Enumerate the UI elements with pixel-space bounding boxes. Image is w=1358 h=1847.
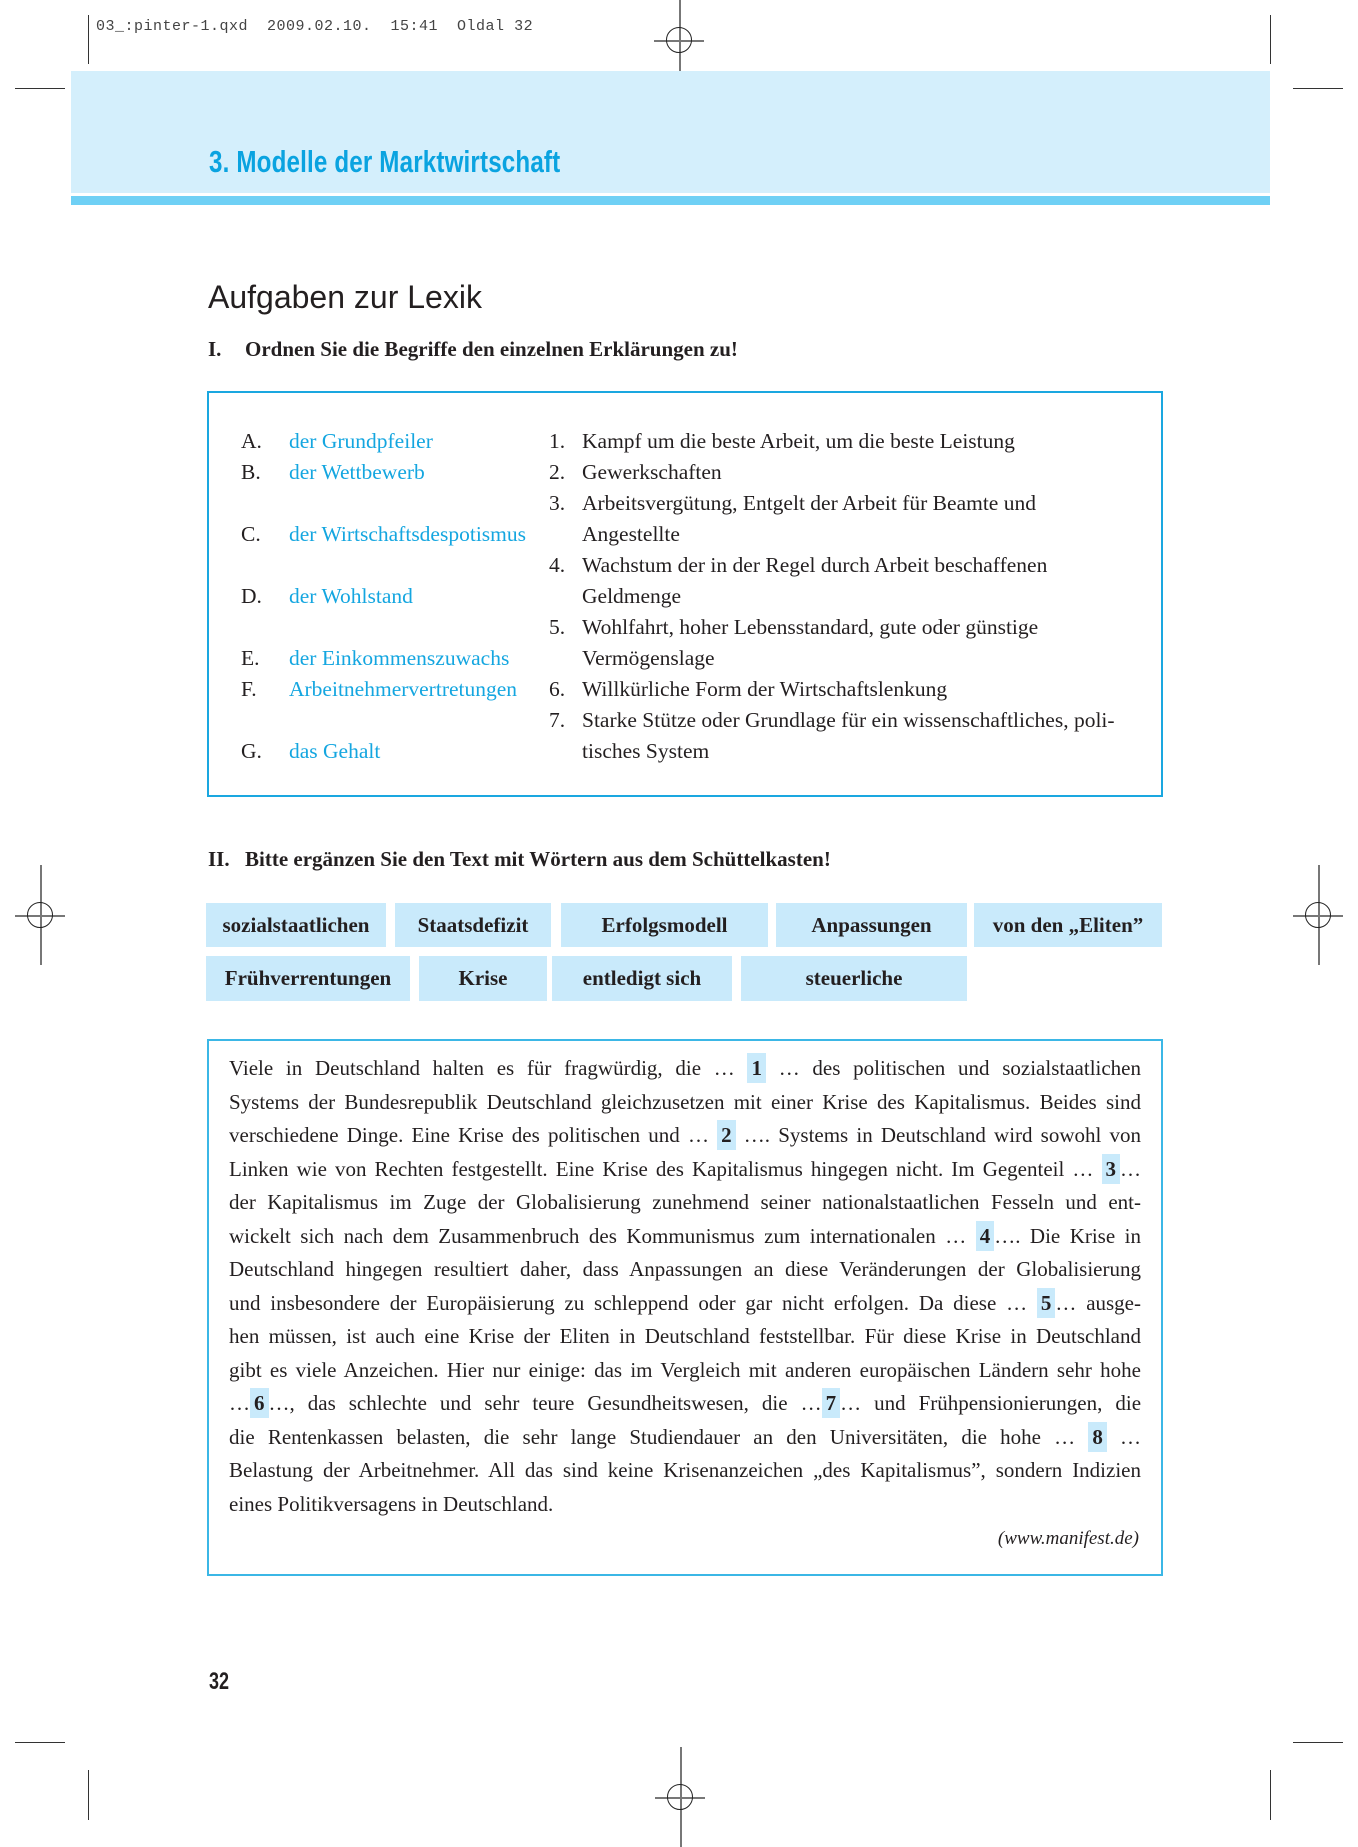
crop-mark-left-bottom [15,1742,65,1743]
text-line: eines Politikversagens in Deutschland. [229,1491,554,1516]
definition-number: 1. [549,429,566,453]
term-list [241,426,526,767]
blank-2[interactable]: 2 [717,1120,736,1150]
chapter-title: 3. Modelle der Marktwirtschaft [209,144,561,179]
definition-item [549,612,1115,674]
word-bank-chip: steuerliche [741,956,967,1001]
definition-item [549,550,1115,612]
text-line: hen müssen, ist auch eine Krise der Eliten in Deutschland feststellbar. Für diese Krise in Deutschland [229,1324,1141,1348]
term-word: der Wirtschaftsdespotismus [289,522,526,546]
term-letter: D. [241,584,262,608]
blank-6[interactable]: 6 [250,1388,269,1418]
term-item [241,643,526,674]
text-line: … 6 …, das schlechte und sehr teure Gesundheitswesen, die … 7 … und Frühpensionierungen, die [229,1387,1141,1421]
crop-mark-top-left [88,15,89,64]
source-citation: (www.manifest.de) [997,1528,1139,1549]
definition-item [549,705,1115,767]
term-word: Arbeitnehmervertretungen [289,677,518,701]
task-2-title [208,847,831,872]
crop-mark-left-top [15,88,65,89]
word-bank-chip: Frühverrentungen [206,956,410,1001]
term-letter: E. [241,646,260,670]
term-word: das Gehalt [289,739,381,763]
definition-item [549,674,1115,705]
text-line: Systems der Bundesrepublik Deutschland gleichzusetzen mit einer Krise des Kapitalismus. Beides sind [229,1089,1141,1114]
term-word: der Einkommenszuwachs [289,646,510,670]
register-mark-right [1268,865,1358,965]
print-slug: 03_:pinter-1.qxd 2009.02.10. 15:41 Oldal 32 [96,18,534,35]
term-letter: A. [241,429,262,453]
crop-mark-right-top [1293,88,1343,89]
cloze-paragraph [229,1052,1141,1521]
blank-7[interactable]: 7 [822,1388,841,1418]
definition-list [549,426,1115,767]
task-2-number: II. [208,847,230,871]
definition-item [549,426,1115,457]
definition-number: 3. [549,491,566,515]
word-bank-chip: sozialstaatlichen [206,903,386,947]
definition-item [549,457,1115,488]
definition-number: 5. [549,615,566,639]
term-item [241,426,526,457]
word-bank-chip: Staatsdefizit [395,903,551,947]
term-letter: C. [241,522,261,546]
definition-text: Willkürliche Form der Wirtschaftslenkung [582,677,948,701]
definition-text: Wohlfahrt, hoher Lebensstandard, gute oder günstige [582,615,1039,639]
definition-item [549,488,1115,550]
page-number: 32 [209,1668,230,1695]
word-bank-chip: von den „Eliten” [974,903,1162,947]
term-letter: B. [241,460,261,484]
text-line: der Kapitalismus im Zuge der Globalisierung zunehmend seiner nationalstaatlichen Fesseln und ent- [229,1190,1141,1214]
chapter-header-stripe [71,196,1270,205]
definition-text: Starke Stütze oder Grundlage für ein wissenschaftliches, poli- [582,708,1115,732]
word-bank-chip: Anpassungen [776,903,967,947]
task-1-instruction: Ordnen Sie die Begriffe den einzelnen Erklärungen zu! [245,337,738,361]
definition-text: Wachstum der in der Regel durch Arbeit beschaffenen [582,553,1048,577]
text-line: verschiedene Dinge. Eine Krise des politischen und … 2 …. Systems in Deutschland wird sowohl von [229,1119,1141,1153]
definition-text-continued: Vermögenslage [582,646,715,670]
term-item [241,581,526,612]
definition-number: 7. [549,708,566,732]
blank-4[interactable]: 4 [976,1221,995,1251]
term-letter: F. [241,677,257,701]
blank-5[interactable]: 5 [1037,1288,1056,1318]
text-line: gibt es viele Anzeichen. Hier nur einige: das im Vergleich mit anderen europäischen Ländern sehr hohe [229,1357,1141,1382]
text-line: Viele in Deutschland halten es für fragwürdig, die … 1 … des politischen und sozialstaatlichen [229,1052,1141,1086]
definition-text: Kampf um die beste Arbeit, um die beste Leistung [582,429,1015,453]
blank-1[interactable]: 1 [747,1053,766,1083]
blank-8[interactable]: 8 [1088,1422,1107,1452]
term-letter: G. [241,739,262,763]
section-heading: Aufgaben zur Lexik [208,279,482,315]
register-mark-bottom [630,1747,730,1847]
word-bank-chip: Erfolgsmodell [561,903,768,947]
crop-mark-right-bottom [1293,1742,1343,1743]
text-line: die Rentenkassen belasten, die sehr lange Studiendauer an den Universitäten, die hohe … 8 … [229,1421,1141,1455]
term-item [241,519,526,550]
text-line: Belastung der Arbeitnehmer. All das sind keine Krisenanzeichen „des Kapitalismus”, sondern Indizien [229,1458,1141,1482]
text-line: und insbesondere der Europäisierung zu schleppend oder gar nicht erfolgen. Da diese … 5 … ausge- [229,1287,1141,1321]
definition-number: 4. [549,553,566,577]
definition-number: 2. [549,460,566,484]
definition-text-continued: tisches System [582,739,710,763]
crop-mark-bottom-right [1270,1770,1271,1820]
definition-text-continued: Angestellte [582,522,680,546]
text-line: Deutschland hingegen resultiert daher, dass Anpassungen an diese Veränderungen der Globalisierung [229,1257,1141,1281]
word-bank-chip: Krise [419,956,547,1001]
definition-text: Gewerkschaften [582,460,722,484]
term-word: der Wohlstand [289,584,413,608]
term-item [241,457,526,488]
definition-text-continued: Geldmenge [582,584,682,608]
definition-number: 6. [549,677,566,701]
task-2-instruction: Bitte ergänzen Sie den Text mit Wörtern aus dem Schüttelkasten! [245,847,831,871]
register-mark-left [0,865,90,965]
crop-mark-top-right [1270,15,1271,64]
term-item [241,736,526,767]
text-line: wickelt sich nach dem Zusammenbruch des Kommunismus zum internationalen … 4 …. Die Krise in [229,1220,1141,1254]
crop-mark-bottom-left [88,1770,89,1820]
definition-text: Arbeitsvergütung, Entgelt der Arbeit für Beamte und [582,491,1036,515]
text-line: Linken wie von Rechten festgestellt. Eine Krise des Kapitalismus hingegen nicht. Im Gegenteil … 3 … [229,1153,1141,1187]
blank-3[interactable]: 3 [1102,1154,1121,1184]
task-1-number: I. [208,337,222,361]
term-item [241,674,526,705]
task-1-title [208,337,738,362]
word-bank-chip: entledigt sich [552,956,732,1001]
term-word: der Wettbewerb [289,460,425,484]
term-word: der Grundpfeiler [289,429,433,453]
